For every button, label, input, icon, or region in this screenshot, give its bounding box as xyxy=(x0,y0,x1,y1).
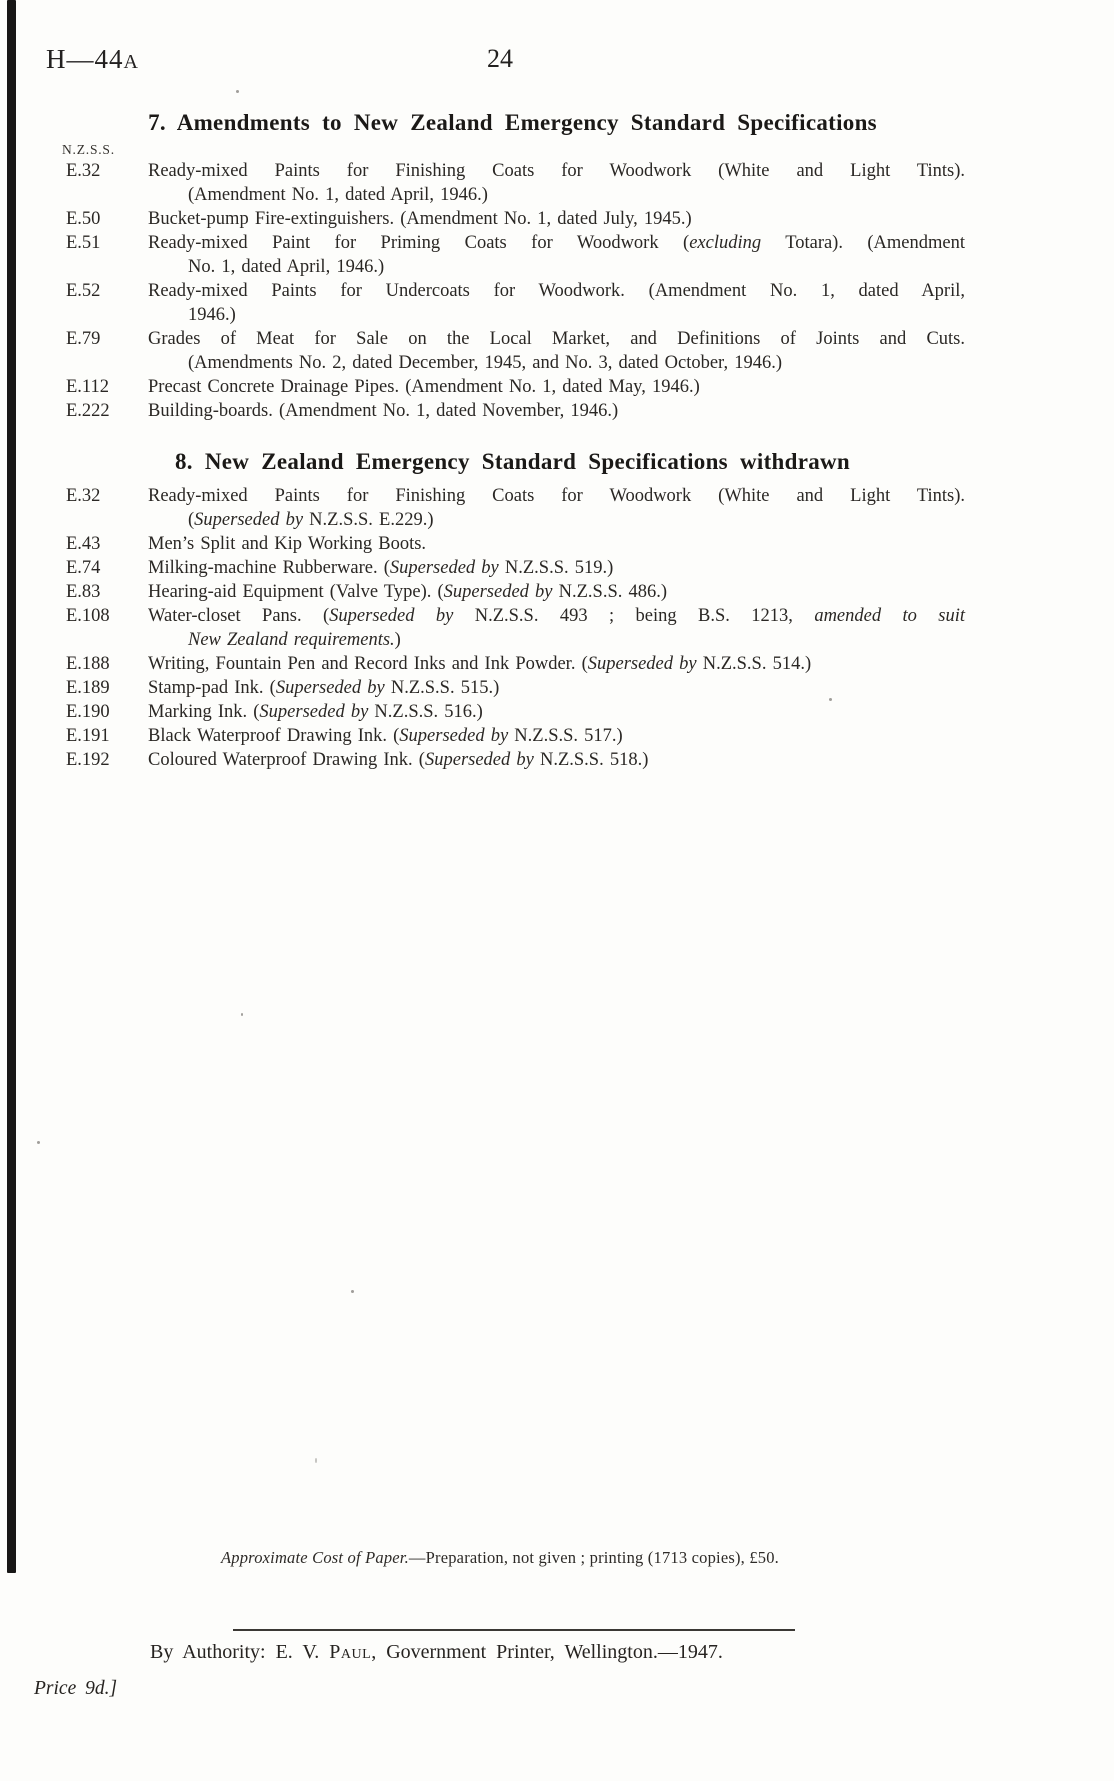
spec-code: E.108 xyxy=(66,606,110,626)
section-7-heading: 7. Amendments to New Zealand Emergency Standard Specifications xyxy=(148,110,877,135)
scan-speck xyxy=(315,1458,317,1463)
spec-item xyxy=(60,676,965,700)
spec-description-line: Bucket-pump Fire-extinguishers. (Amendment No. 1, dated July, 1945.) xyxy=(148,209,692,229)
spec-item xyxy=(60,375,965,399)
spec-description xyxy=(148,724,965,748)
page-number: 24 xyxy=(487,44,513,73)
spec-item xyxy=(60,399,965,423)
spec-description xyxy=(148,604,965,652)
spec-description-line: Building-boards. (Amendment No. 1, dated November, 1946.) xyxy=(148,401,619,421)
spec-description xyxy=(148,748,965,772)
spec-description-line: (Amendments No. 2, dated December, 1945, and No. 3, dated October, 1946.) xyxy=(188,353,783,373)
price-note: Price 9d.] xyxy=(34,1678,118,1699)
spec-item xyxy=(60,159,965,207)
spec-description-line: (Amendment No. 1, dated April, 1946.) xyxy=(188,185,488,205)
spec-description-line: Ready-mixed Paints for Finishing Coats for Woodwork (White and Light Tints). xyxy=(148,161,965,181)
spec-description xyxy=(148,676,965,700)
spec-item xyxy=(60,207,965,231)
spec-code: E.191 xyxy=(66,726,110,746)
spec-description xyxy=(148,484,965,532)
spec-description xyxy=(148,556,965,580)
spec-code: E.52 xyxy=(66,281,101,301)
spec-description-line: Ready-mixed Paints for Finishing Coats for Woodwork (White and Light Tints). xyxy=(148,486,965,506)
spec-description-line: Hearing-aid Equipment (Valve Type). (Superseded by N.Z.S.S. 486.) xyxy=(148,582,668,602)
spec-description xyxy=(148,399,965,423)
section-8-spec-list xyxy=(60,484,965,772)
spec-description xyxy=(148,580,965,604)
spec-code: E.222 xyxy=(66,401,110,421)
spec-description xyxy=(148,207,965,231)
spec-description-line: No. 1, dated April, 1946.) xyxy=(188,257,385,277)
spec-description-line: New Zealand requirements.) xyxy=(188,630,401,650)
spec-item xyxy=(60,724,965,748)
printer-name: Paul xyxy=(329,1641,372,1663)
spec-description-line: Milking-machine Rubberware. (Superseded by N.Z.S.S. 519.) xyxy=(148,558,614,578)
section-8-heading: 8. New Zealand Emergency Standard Specifications withdrawn xyxy=(174,449,851,474)
document-reference-main: H—44 xyxy=(46,44,124,74)
scan-speck xyxy=(37,1141,40,1144)
spec-item xyxy=(60,748,965,772)
spec-description xyxy=(148,375,965,399)
spec-description-line: Grades of Meat for Sale on the Local Market, and Definitions of Joints and Cuts. xyxy=(148,329,965,349)
spec-description-line: Coloured Waterproof Drawing Ink. (Superseded by N.Z.S.S. 518.) xyxy=(148,750,649,770)
document-reference-suffix: A xyxy=(123,51,139,73)
authority-suffix: , Government Printer, Wellington.—1947. xyxy=(371,1641,723,1663)
spec-description-line: Stamp-pad Ink. (Superseded by N.Z.S.S. 515.) xyxy=(148,678,500,698)
spec-description-line: Ready-mixed Paints for Undercoats for Woodwork. (Amendment No. 1, dated April, xyxy=(148,281,965,301)
spec-item xyxy=(60,231,965,279)
spec-description-line: Precast Concrete Drainage Pipes. (Amendment No. 1, dated May, 1946.) xyxy=(148,377,700,397)
spec-description-line: Marking Ink. (Superseded by N.Z.S.S. 516.) xyxy=(148,702,483,722)
scan-speck xyxy=(241,1013,243,1016)
nzss-column-label: N.Z.S.S. xyxy=(62,142,115,157)
spec-description xyxy=(148,159,965,207)
spec-item xyxy=(60,604,965,652)
spec-code: E.192 xyxy=(66,750,110,770)
spec-description-line: Men’s Split and Kip Working Boots. xyxy=(148,534,427,554)
spec-code: E.112 xyxy=(66,377,109,397)
spec-code: E.74 xyxy=(66,558,101,578)
spec-code: E.32 xyxy=(66,486,101,506)
spec-item xyxy=(60,556,965,580)
scan-edge-artifact xyxy=(7,0,16,1573)
spec-code: E.83 xyxy=(66,582,101,602)
cost-of-paper-title: Approximate Cost of Paper. xyxy=(221,1548,409,1567)
spec-description-line: Ready-mixed Paint for Priming Coats for Woodwork (excluding Totara). (Amendment xyxy=(148,233,966,253)
scan-speck xyxy=(351,1290,354,1293)
spec-code: E.51 xyxy=(66,233,101,253)
spec-description xyxy=(148,279,965,327)
spec-item xyxy=(60,327,965,375)
spec-code: E.32 xyxy=(66,161,101,181)
spec-code: E.50 xyxy=(66,209,101,229)
spec-item xyxy=(60,700,965,724)
spec-description xyxy=(148,700,965,724)
spec-item xyxy=(60,532,965,556)
spec-description-line: Water-closet Pans. (Superseded by N.Z.S.S. 493 ; being B.S. 1213, amended to suit xyxy=(148,606,966,626)
spec-description xyxy=(148,231,965,279)
spec-item xyxy=(60,652,965,676)
spec-item xyxy=(60,279,965,327)
document-body xyxy=(60,110,965,772)
section-7-spec-list xyxy=(60,159,965,423)
spec-item xyxy=(60,484,965,532)
spec-description-line: 1946.) xyxy=(188,305,236,325)
spec-code: E.188 xyxy=(66,654,110,674)
spec-item xyxy=(60,580,965,604)
spec-code: E.43 xyxy=(66,534,101,554)
spec-code: E.79 xyxy=(66,329,101,349)
authority-prefix: By Authority: E. V. xyxy=(150,1641,330,1663)
footer-divider xyxy=(233,1629,795,1631)
scan-speck xyxy=(236,90,239,93)
authority-imprint xyxy=(150,1641,723,1664)
spec-description xyxy=(148,327,965,375)
spec-code: E.190 xyxy=(66,702,110,722)
spec-description-line: Black Waterproof Drawing Ink. (Superseded by N.Z.S.S. 517.) xyxy=(148,726,623,746)
spec-code: E.189 xyxy=(66,678,110,698)
cost-of-paper-detail: —Preparation, not given ; printing (1713 copies), £50. xyxy=(408,1548,779,1567)
spec-description-line: (Superseded by N.Z.S.S. E.229.) xyxy=(188,510,434,530)
spec-description-line: Writing, Fountain Pen and Record Inks and Ink Powder. (Superseded by N.Z.S.S. 514.) xyxy=(148,654,812,674)
spec-description xyxy=(148,652,965,676)
spec-description xyxy=(148,532,965,556)
scan-speck xyxy=(829,698,832,701)
cost-of-paper-note xyxy=(0,1548,1000,1568)
